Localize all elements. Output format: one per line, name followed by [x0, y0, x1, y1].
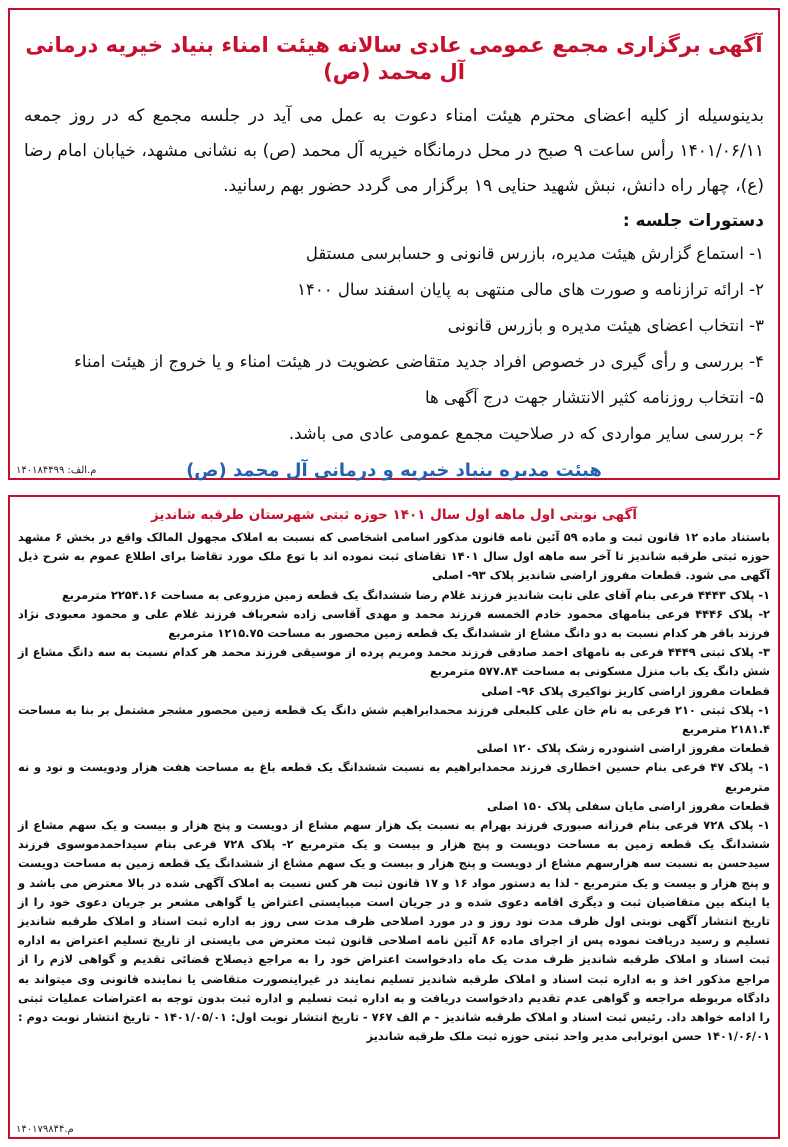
agenda-item: ۶- بررسی سایر مواردی که در صلاحیت مجمع عمومی عادی می باشد.: [288, 423, 764, 443]
agenda-heading: دستورات جلسه :: [622, 210, 764, 231]
agenda-item: ۲- ارائه ترازنامه و صورت های مالی منتهی به پایان اسفند سال ۱۴۰۰: [297, 279, 764, 299]
parcel-section-heading: قطعات مفروز اراضی مایان سفلی پلاک ۱۵۰ اصلی: [486, 798, 770, 813]
notice-paragraph: باستناد ماده ۱۲ قانون ثبت و ماده ۵۹ آئین نامه قانون مذکور اسامی اشخاصی که نسبت به املاک مجهول المالک واقع در بخش ۶ مشهد حوزه ثبتی طرقبه شاندیز تا آخر سه ماهه اول سال ۱۴۰۱ تقاضای ثبت نموده اند با توع ملک مورد تقاضا برای اطلاع عموم به شرح ذیل آگهی می شود. قطعات مفروز اراضی شاندیز پلاک ۹۳- اصلی: [18, 530, 770, 583]
board-signature: هیئت مدیره بنیاد خیریه و درمانی آل محمد (ص): [186, 459, 602, 481]
agenda-item: ۱- استماع گزارش هیئت مدیره، بازرس قانونی و حسابرسی مستقل: [305, 243, 764, 263]
meeting-notice: [8, 8, 780, 480]
ad-code: م.الف: ۱۴۰۱۸۴۴۹۹: [16, 465, 97, 476]
agenda-list: [24, 236, 764, 452]
agenda-item: ۴- بررسی و رأی گیری در خصوص افراد جدید متقاضی عضویت در هیئت امناء و یا خروج از هیئت امناء: [74, 351, 764, 371]
notice-paragraph: ۳- پلاک ثبتی ۴۴۴۹ فرعی به نامهای احمد صادقی فرزند محمد ومریم پرده از موسیقی فرزند محمد هر کدام نسبت به سه دانگ مشاع از شش دانگ یک باب منزل مسکونی به مساحت ۵۷۷.۸۴ مترمربع: [18, 645, 770, 679]
agenda-item: ۵- انتخاب روزنامه کثیر الانتشار جهت درج آگهی ها: [424, 387, 764, 407]
ad-code: م.۱۴۰۱۷۹۸۴۴: [16, 1124, 74, 1135]
agenda-item: ۳- انتخاب اعضای هیئت مدیره و بازرس قانونی: [447, 315, 764, 335]
parcel-section-heading: قطعات مفروز اراضی کاریز نواکیری پلاک ۹۶- اصلی: [481, 683, 770, 698]
notice-intro: بدینوسیله از کلیه اعضای محترم هیئت امناء دعوت به عمل می آید در جلسه مجمع که در روز جمعه ۱۴۰۱/۰۶/۱۱ رأس ساعت ۹ صبح در محل درمانگاه خیریه آل محمد (ص) به نشانی مشهد، خیابان امام رضا (ع)، چهار راه دانش، نبش شهید حنایی ۱۹ برگزار می گردد حضور بهم رسانید.: [24, 105, 765, 196]
notice-paragraph: ۲- پلاک ۴۴۴۶ فرعی بنامهای محمود خادم الخمسه فرزند محمد و مهدی آقاسی زاده شعرباف فرزند غلام علی و محمود معبودی نژاد فرزند باقر هر کدام نسبت به دو دانگ مشاع از ششدانگ یک قطعه زمین محصور به مساحت ۱۲۱۵.۷۵ مترمربع: [18, 606, 770, 641]
parcel-section-heading: قطعات مفروز اراضی اشنودره زشک پلاک ۱۲۰ اصلی: [476, 741, 770, 756]
registration-notice: [8, 495, 780, 1139]
notice-paragraph: ۱- پلاک ۷۲۸ فرعی بنام فرزانه صبوری فرزند بهرام به نسبت یک هزار سهم مشاع از دویست و پنج هزار و بیست و یک سهم مشاع از ششدانگ یک قطعه زمین به مساحت دویست و پنج هزار و بیست و یک مترمربع ۲- پلاک ۷۲۸ فرعی بنام سیداحمدموسوی فرزند سیدحسن به نسبت سه هزارسهم مشاع از دویست و پنج هزار و بیست و یک سهم مشاع از ششدانگ یک قطعه زمین به مساحت دویست و پنج هزار و بیست و یک مترمربع - لذا به دستور مواد ۱۶ و ۱۷ قانون ثبت هر کس نسبت به املاک آگهی شده در بالا معترض می باشد و یا اینکه بین متقاضیان ثبت و دیگری اقامه دعوی شده و در جریان است میبایستی اعتراض یا گواهی مشعر بر جریان دعوی خود را از تاریخ انتشار آگهی نوبتی اول ظرف مدت نود روز و در مورد اصلاحی ظرف مدت سی روز به اداره ثبت اسناد و املاک طرقبه شاندیز تسلیم و رسید دریافت نموده پس از اجرای ماده ۸۶ آئین نامه اصلاحی قانون ثبت معترض می بایستی از تاریخ تسلیم اعتراض به اداره ثبت اسناد و املاک طرقبه شاندیز ظرف مدت یک ماه دادخواست اعتراض خود را به مراجع ذیصلاح قضائی تقدیم و گواهی لازم را از مراجع مذکور اخذ و به اداره ثبت اسناد و املاک طرقبه شاندیز تسلیم نمایند در غیراینصورت متقاضی یا نماینده قانونی وی میتواند به دادگاه مربوطه مراجعه و گواهی عدم تقدیم دادخواست دریافت و به اداره ثبت تسلیم و اداره ثبت بدون توجه به اعتراضات عملیات ثبتی را ادامه خواهد داد. رئیس ثبت اسناد و املاک طرقبه شاندیز - م الف ۷۶۷ - تاریخ انتشار نوبت اول: ۱۴۰۱/۰۵/۰۱ - تاریخ انتشار نوبت دوم : ۱۴۰۱/۰۶/۰۱ حسن ابوترابی مدیر واحد ثبتی حوزه ثبت ملک طرقبه شاندیز: [18, 818, 771, 1044]
notice-paragraph: ۱- پلاک ثبتی ۲۱۰ فرعی به نام خان علی کلبعلی فرزند محمدابراهیم شش دانگ یک قطعه زمین محصور مشجر مشتمل بر بنا به مساحت ۲۱۸۱.۴ مترمربع: [18, 702, 770, 737]
notice-paragraph: ۱- پلاک ۴۷ فرعی بنام حسین اخطاری فرزند محمدابراهیم به نسبت ششدانگ یک قطعه باغ به مساحت هفت هزار ودویست و نود و نه مترمربع: [18, 760, 771, 794]
notice-paragraph: ۱- پلاک ۴۴۴۳ فرعی بنام آقای علی تابت شاندیز فرزند غلام رضا ششدانگ یک قطعه زمین مزروعی به مساحت ۲۲۵۴.۱۶ مترمربع: [61, 587, 770, 602]
notice-title: آگهی برگزاری مجمع عمومی عادی سالانه هیئت امناء بنیاد خیریه درمانی آل محمد (ص): [25, 33, 763, 85]
registration-title: آگهی نوبتی اول ماهه اول سال ۱۴۰۱ حوزه ثبتی شهرستان طرقبه شاندیز: [151, 507, 637, 523]
